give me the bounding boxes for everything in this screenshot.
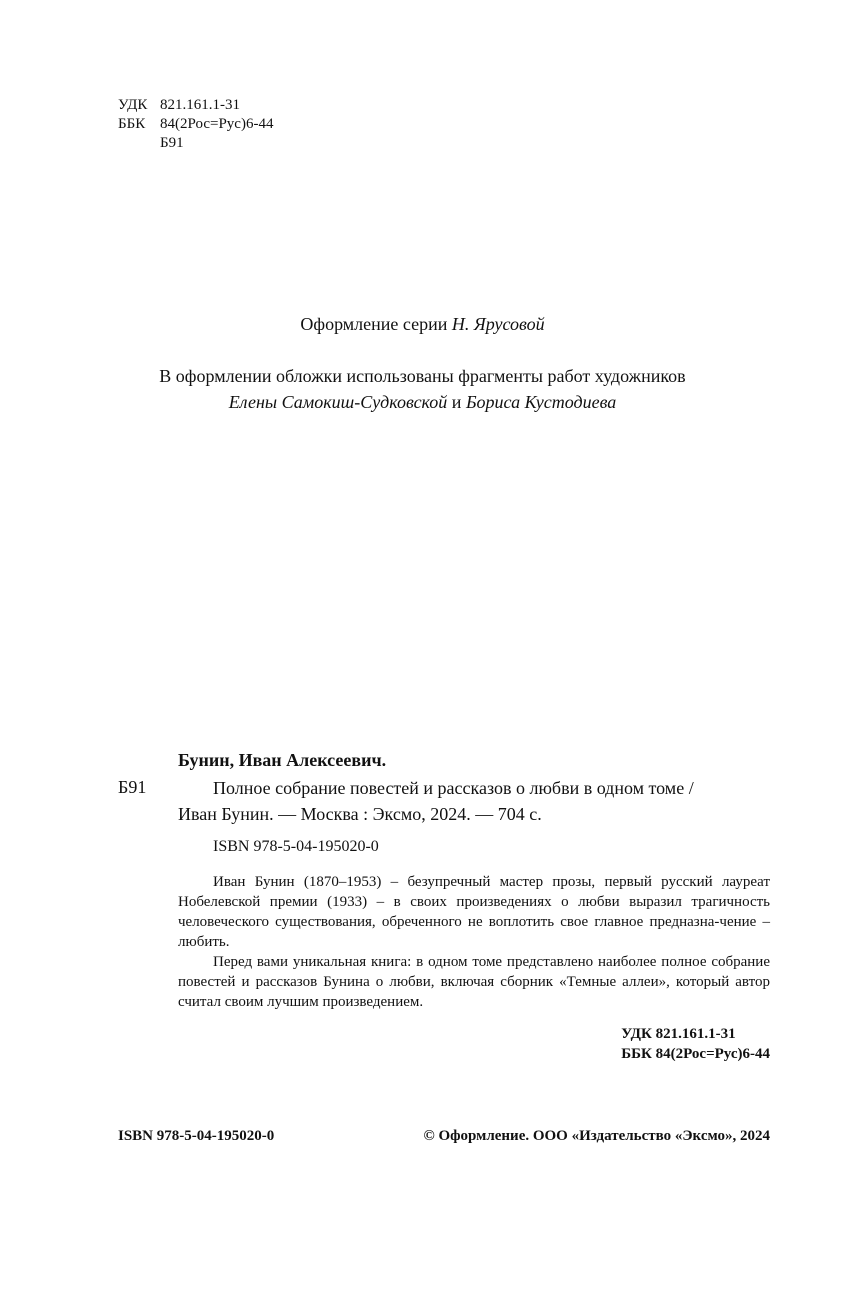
series-designer: Н. Ярусовой [451,314,545,334]
artist-kustodiev: Бориса Кустодиева [465,392,617,412]
udk-value: 821.161.1-31 [160,97,240,113]
author-mark-row [118,134,273,153]
artists-conj: и [451,392,462,412]
bbk-value: 84(2Рос=Рус)6-44 [160,116,274,132]
record-title-line1: Полное собрание повестей и рассказов о любви в одном томе / [213,778,694,798]
annotation-paragraph-1: Иван Бунин (1870–1953) – безупречный мастер прозы, первый русский лауреат Нобелевской премии (1933) – в своих произведениях о любви выразил трагичность человеческого существования, обреченного не воплотить свое главное предназна-чение – любить. [178,874,770,950]
annotation-paragraph-2: Перед вами уникальная книга: в одном томе представлено наиболее полное собрание повестей и рассказов Бунина о любви, включая сборник «Темные аллеи», который автор считал своим лучшим произведением. [178,954,770,1010]
artist-samokish: Елены Самокиш-Судковской [228,392,448,412]
series-prefix: Оформление серии [300,314,448,334]
classification-codes [118,96,273,153]
bbk-label: ББК [118,116,146,132]
footer-isbn: ISBN 978-5-04-195020-0 [118,1128,275,1144]
record-codes [621,1024,770,1064]
record-bbk: ББК 84(2Рос=Рус)6-44 [621,1046,770,1062]
annotation [178,872,770,1012]
udk-row [118,96,273,115]
cover-credit-line: В оформлении обложки использованы фрагменты работ художников [159,366,686,386]
record-author: Бунин, Иван Алексеевич. [178,750,387,770]
record-title-line2: Иван Бунин. — Москва : Эксмо, 2024. — 704 с. [178,804,542,824]
cover-artists [0,392,845,413]
author-mark: Б91 [160,135,184,151]
record-udk: УДК 821.161.1-31 [621,1026,736,1042]
udk-label: УДК [118,97,148,113]
series-design-credit [0,314,845,335]
record-mark: Б91 [118,777,147,797]
bbk-row [118,115,273,134]
record-isbn: ISBN 978-5-04-195020-0 [213,838,379,855]
footer-copyright: © Оформление. ООО «Издательство «Эксмо», 2024 [423,1128,770,1144]
